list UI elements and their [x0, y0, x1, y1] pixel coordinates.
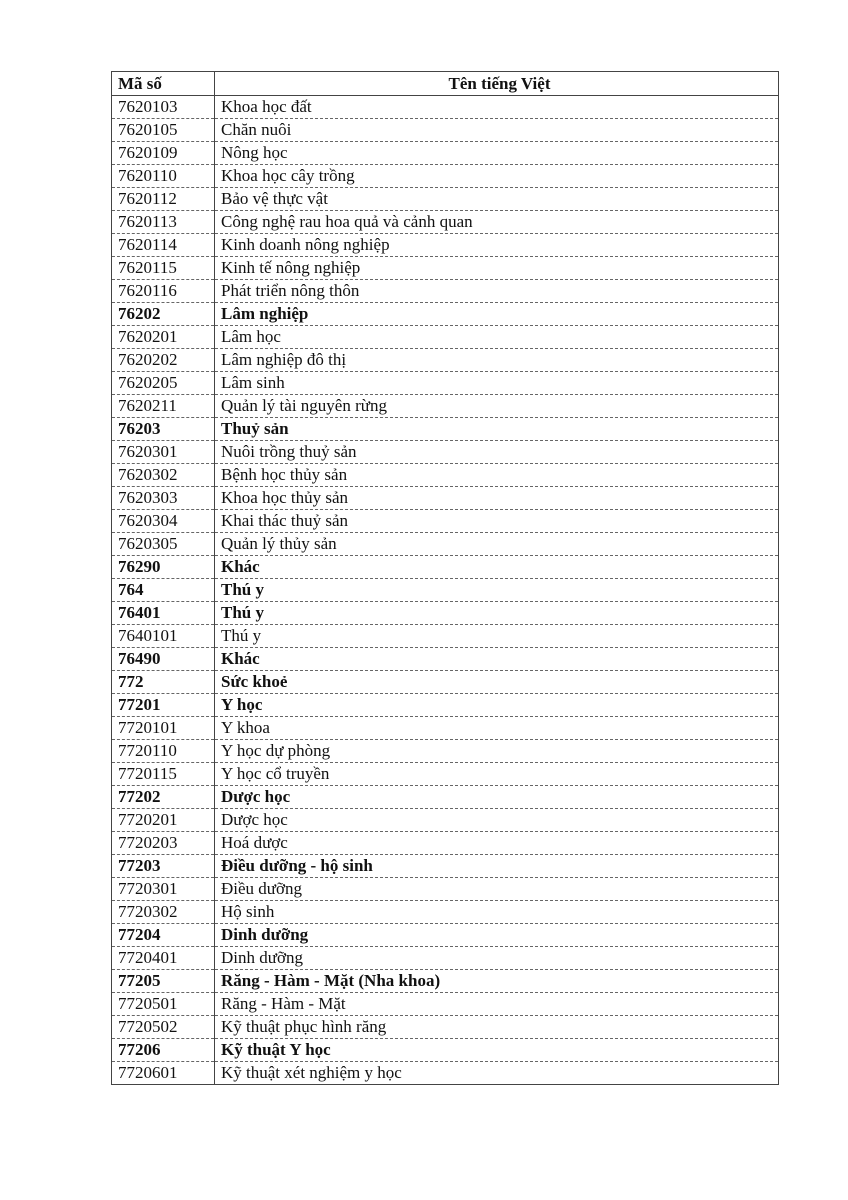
cell-code: 7620302 [112, 464, 215, 487]
cell-name: Sức khoẻ [215, 671, 779, 694]
cell-name: Dinh dưỡng [215, 924, 779, 947]
cell-code: 76203 [112, 418, 215, 441]
cell-name: Nuôi trồng thuỷ sản [215, 441, 779, 464]
cell-code: 7720502 [112, 1016, 215, 1039]
cell-code: 7620103 [112, 96, 215, 119]
cell-code: 7620115 [112, 257, 215, 280]
cell-code: 77202 [112, 786, 215, 809]
cell-name: Khác [215, 556, 779, 579]
cell-code: 7620201 [112, 326, 215, 349]
cell-code: 7640101 [112, 625, 215, 648]
cell-code: 7620109 [112, 142, 215, 165]
table-row [112, 211, 779, 234]
cell-name: Công nghệ rau hoa quả và cảnh quan [215, 211, 779, 234]
table-row-group [112, 694, 779, 717]
cell-name: Răng - Hàm - Mặt (Nha khoa) [215, 970, 779, 993]
table-row [112, 809, 779, 832]
cell-code: 7720401 [112, 947, 215, 970]
table-row [112, 901, 779, 924]
cell-name: Hộ sinh [215, 901, 779, 924]
cell-name: Kỹ thuật xét nghiệm y học [215, 1062, 779, 1085]
training-code-table [111, 71, 779, 1085]
cell-code: 7720501 [112, 993, 215, 1016]
table-row [112, 96, 779, 119]
table-row-group [112, 970, 779, 993]
cell-name: Quản lý thủy sản [215, 533, 779, 556]
cell-code: 76401 [112, 602, 215, 625]
cell-name: Thú y [215, 625, 779, 648]
table-row [112, 372, 779, 395]
cell-name: Phát triển nông thôn [215, 280, 779, 303]
table-row-group [112, 556, 779, 579]
cell-name: Y khoa [215, 717, 779, 740]
table-row [112, 1062, 779, 1085]
cell-name: Nông học [215, 142, 779, 165]
table-row [112, 993, 779, 1016]
cell-code: 77203 [112, 855, 215, 878]
cell-code: 7620116 [112, 280, 215, 303]
cell-name: Lâm sinh [215, 372, 779, 395]
cell-code: 77206 [112, 1039, 215, 1062]
cell-name: Thú y [215, 602, 779, 625]
cell-name: Khoa học cây trồng [215, 165, 779, 188]
table-row [112, 1016, 779, 1039]
cell-code: 7620304 [112, 510, 215, 533]
cell-code: 764 [112, 579, 215, 602]
cell-code: 7620110 [112, 165, 215, 188]
table-row [112, 280, 779, 303]
table-row-group [112, 855, 779, 878]
cell-name: Khoa học thủy sản [215, 487, 779, 510]
cell-code: 77205 [112, 970, 215, 993]
cell-code: 76202 [112, 303, 215, 326]
table-row [112, 441, 779, 464]
table-body [112, 96, 779, 1085]
table-row [112, 878, 779, 901]
table-row [112, 717, 779, 740]
cell-code: 7720201 [112, 809, 215, 832]
cell-name: Kỹ thuật phục hình răng [215, 1016, 779, 1039]
table-row [112, 625, 779, 648]
table-row-group [112, 1039, 779, 1062]
cell-name: Thuỷ sản [215, 418, 779, 441]
cell-code: 76490 [112, 648, 215, 671]
cell-code: 7620301 [112, 441, 215, 464]
cell-code: 7720115 [112, 763, 215, 786]
cell-code: 7620211 [112, 395, 215, 418]
cell-name: Thú y [215, 579, 779, 602]
cell-code: 772 [112, 671, 215, 694]
table-header-row [112, 72, 779, 96]
table-row-group [112, 786, 779, 809]
table-row-group [112, 602, 779, 625]
table-row [112, 763, 779, 786]
cell-code: 7720301 [112, 878, 215, 901]
cell-code: 7720203 [112, 832, 215, 855]
cell-name: Kỹ thuật Y học [215, 1039, 779, 1062]
cell-name: Lâm nghiệp đô thị [215, 349, 779, 372]
cell-name: Chăn nuôi [215, 119, 779, 142]
table-row [112, 165, 779, 188]
cell-name: Dược học [215, 786, 779, 809]
cell-code: 7620305 [112, 533, 215, 556]
table-row-group [112, 924, 779, 947]
cell-name: Y học cổ truyền [215, 763, 779, 786]
cell-name: Điều dưỡng - hộ sinh [215, 855, 779, 878]
cell-code: 76290 [112, 556, 215, 579]
table-row [112, 257, 779, 280]
table-row [112, 188, 779, 211]
cell-name: Dinh dưỡng [215, 947, 779, 970]
table-row [112, 832, 779, 855]
table-row-group [112, 579, 779, 602]
table-row [112, 395, 779, 418]
cell-name: Y học [215, 694, 779, 717]
cell-name: Khác [215, 648, 779, 671]
cell-code: 7620202 [112, 349, 215, 372]
cell-code: 7720302 [112, 901, 215, 924]
table-row [112, 510, 779, 533]
cell-name: Kinh doanh nông nghiệp [215, 234, 779, 257]
table-row [112, 947, 779, 970]
cell-name: Y học dự phòng [215, 740, 779, 763]
table-row [112, 533, 779, 556]
table-row-group [112, 418, 779, 441]
cell-name: Bảo vệ thực vật [215, 188, 779, 211]
cell-name: Điều dưỡng [215, 878, 779, 901]
table-row [112, 142, 779, 165]
cell-code: 7620114 [112, 234, 215, 257]
cell-code: 7620112 [112, 188, 215, 211]
cell-code: 7720601 [112, 1062, 215, 1085]
cell-name: Lâm nghiệp [215, 303, 779, 326]
table-row [112, 234, 779, 257]
cell-name: Hoá dược [215, 832, 779, 855]
cell-code: 7720110 [112, 740, 215, 763]
cell-name: Lâm học [215, 326, 779, 349]
table-row [112, 464, 779, 487]
cell-name: Kinh tế nông nghiệp [215, 257, 779, 280]
cell-code: 7620303 [112, 487, 215, 510]
column-header-name: Tên tiếng Việt [215, 72, 779, 96]
table-row-group [112, 303, 779, 326]
cell-code: 7620113 [112, 211, 215, 234]
table-row [112, 349, 779, 372]
table-row [112, 740, 779, 763]
cell-code: 7620105 [112, 119, 215, 142]
table-row-group [112, 648, 779, 671]
cell-name: Bệnh học thủy sản [215, 464, 779, 487]
cell-name: Quản lý tài nguyên rừng [215, 395, 779, 418]
cell-code: 7620205 [112, 372, 215, 395]
table-row [112, 326, 779, 349]
cell-name: Khoa học đất [215, 96, 779, 119]
cell-code: 77201 [112, 694, 215, 717]
cell-name: Răng - Hàm - Mặt [215, 993, 779, 1016]
table-row [112, 119, 779, 142]
cell-code: 77204 [112, 924, 215, 947]
cell-code: 7720101 [112, 717, 215, 740]
table-row-group [112, 671, 779, 694]
column-header-code: Mã số [112, 72, 215, 96]
table-row [112, 487, 779, 510]
cell-name: Dược học [215, 809, 779, 832]
cell-name: Khai thác thuỷ sản [215, 510, 779, 533]
